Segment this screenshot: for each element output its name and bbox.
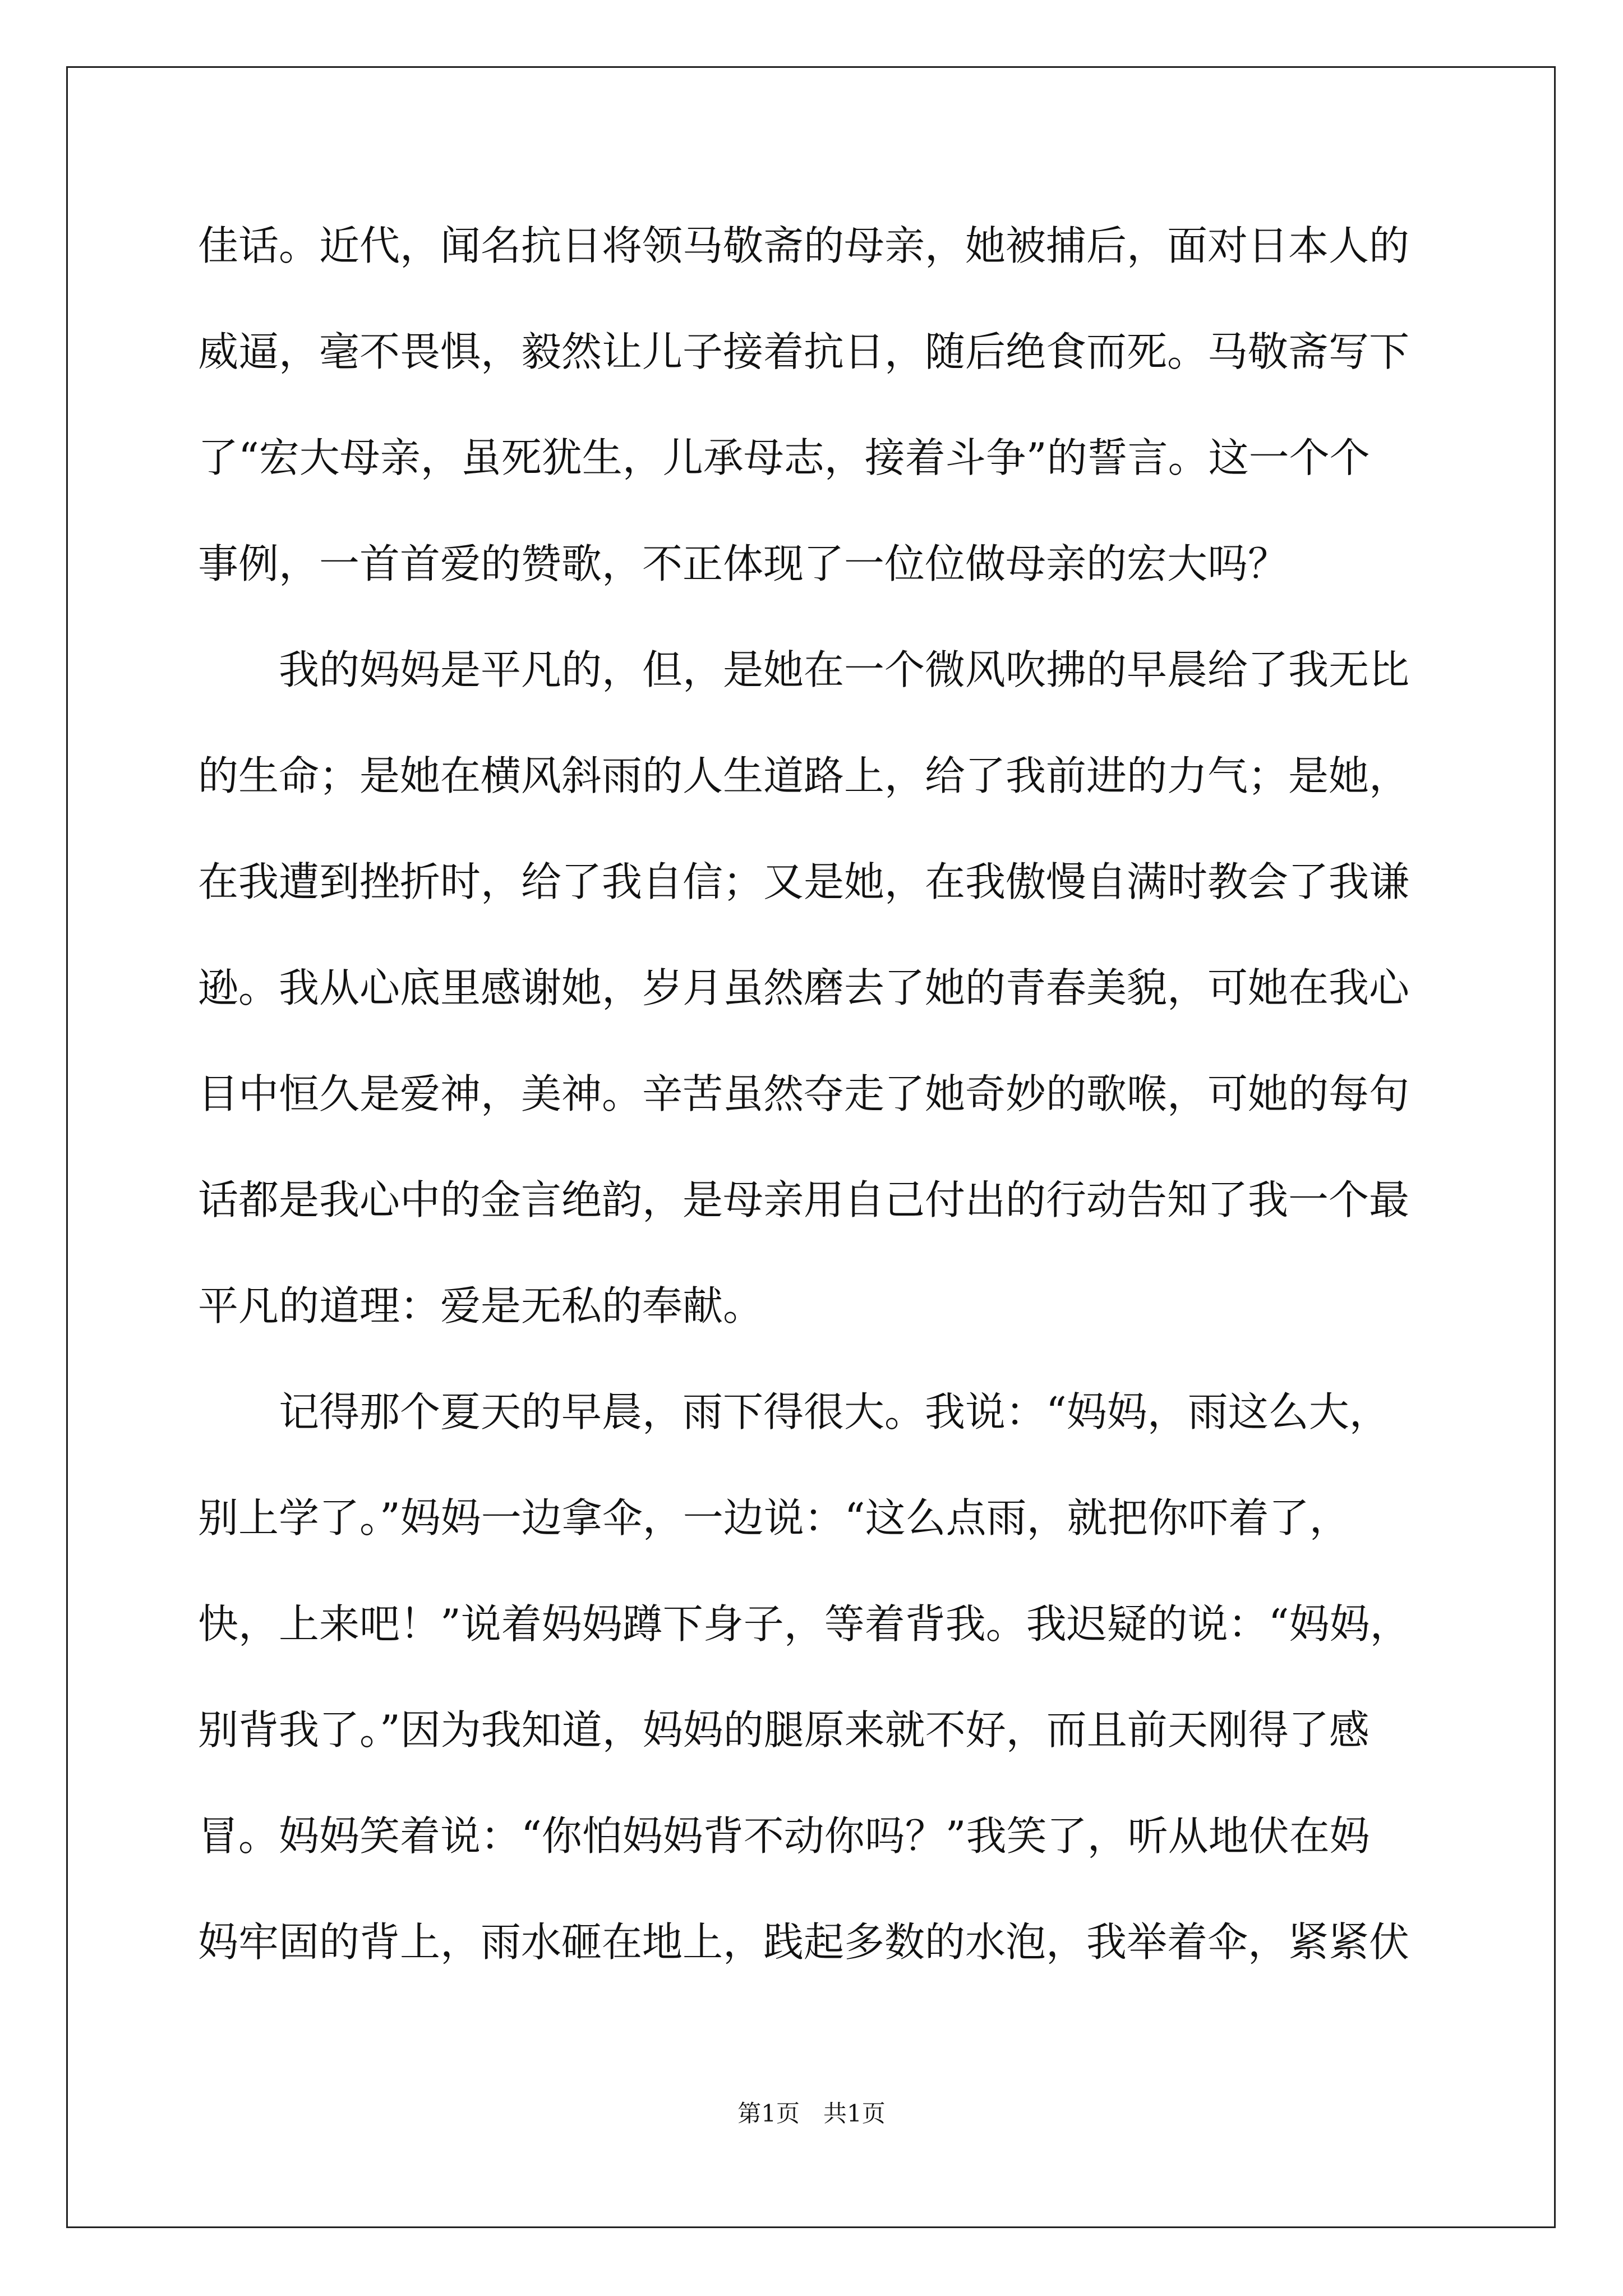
- text-line: 话都是我心中的金言绝韵，是母亲用自己付出的行动告知了我一个最: [198, 1176, 1410, 1223]
- text-line: 别背我了。”因为我知道，妈妈的腿原来就不好，而且前天刚得了感: [198, 1706, 1370, 1754]
- text-line: 目中恒久是爱神，美神。辛苦虽然夺走了她奇妙的歌喉，可她的每句: [198, 1070, 1410, 1117]
- text-line: 了“宏大母亲，虽死犹生，儿承母志，接着斗争”的誓言。这一个个: [198, 434, 1370, 481]
- text-line: 在我遭到挫折时，给了我自信；又是她，在我傲慢自满时教会了我谦: [198, 858, 1410, 905]
- text-line: 事例，一首首爱的赞歌，不正体现了一位位做母亲的宏大吗？: [198, 540, 1289, 587]
- text-line: 别上学了。”妈妈一边拿伞，一边说：“这么点雨，就把你吓着了，: [198, 1494, 1350, 1542]
- text-line: 平凡的道理：爱是无私的奉献。: [198, 1282, 764, 1329]
- text-line: 逊。我从心底里感谢她，岁月虽然磨去了她的青春美貌，可她在我心: [198, 964, 1410, 1011]
- text-line: 的生命；是她在横风斜雨的人生道路上，给了我前进的力气；是她，: [198, 752, 1410, 799]
- text-line: 我的妈妈是平凡的，但，是她在一个微风吹拂的早晨给了我无比: [198, 646, 1410, 693]
- text-line: 快，上来吧！”说着妈妈蹲下身子，等着背我。我迟疑的说：“妈妈，: [198, 1600, 1410, 1648]
- page-border: [66, 66, 1556, 2228]
- page-footer: 第1页 共1页: [737, 2100, 886, 2127]
- text-line: 妈牢固的背上，雨水砸在地上，践起多数的水泡，我举着伞，紧紧伏: [198, 1918, 1410, 1966]
- text-line: 威逼，毫不畏惧，毅然让儿子接着抗日，随后绝食而死。马敬斋写下: [198, 328, 1410, 375]
- text-line: 记得那个夏天的早晨，雨下得很大。我说：“妈妈，雨这么大，: [198, 1388, 1390, 1435]
- text-line: 佳话。近代，闻名抗日将领马敬斋的母亲，她被捕后，面对日本人的: [198, 222, 1410, 269]
- text-line: 冒。妈妈笑着说：“你怕妈妈背不动你吗？”我笑了，听从地伏在妈: [198, 1812, 1370, 1860]
